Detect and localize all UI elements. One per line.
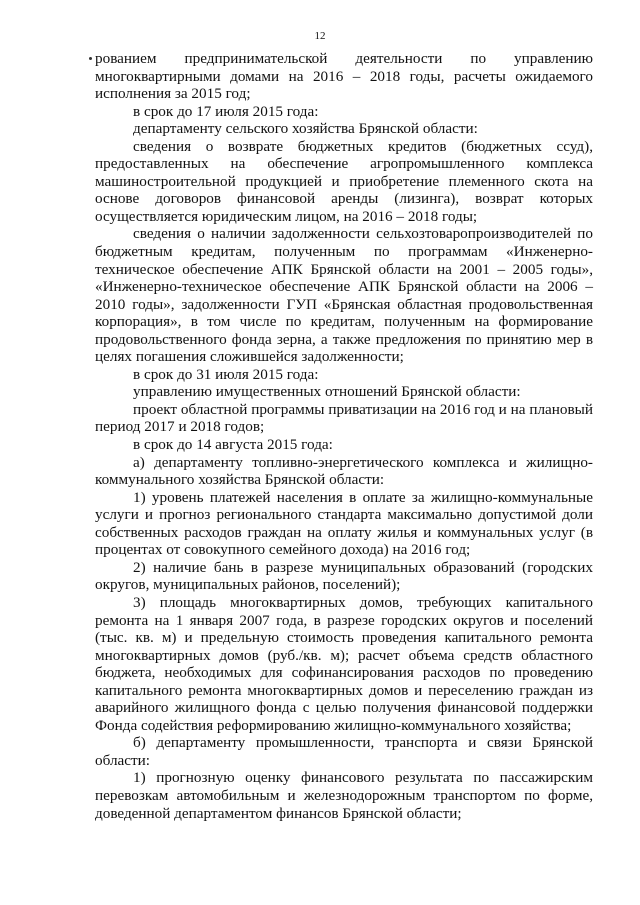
paragraph-property-relations: управлению имущественных отношений Брянской области: — [133, 383, 521, 401]
paragraph-budget-loans-return: сведения о возврате бюджетных кредитов (бюджетных ссуд), предоставленных на обеспечение агропромышленного комплекса машиностроительной продукцией и приобретение племенного скота на основе договоров финансовой аренды (лизинга), возврат которых осуществляется юридическим лицом, на 2016 – 2018 годы; — [95, 137, 593, 225]
paragraph-energy-department: а) департаменту топливно-энергетического комплекса и жилищно-коммунального хозяйства Брянской области: — [95, 453, 593, 489]
paragraph-privatization-program: проект областной программы приватизации на 2016 год и на плановый период 2017 и 2018 годов; — [95, 400, 593, 436]
document-body — [95, 50, 593, 822]
paragraph-housing-repair: 3) площадь многоквартирных домов, требующих капитального ремонта на 1 января 2007 года, в разрезе городских округов и поселений (тыс. кв. м) и предельную стоимость проведения капитального ремонта многоквартирных домов (руб./кв. м); расчет объема средств областного бюджета, необходимых для софинансирования расходов по проведению капитального ремонта многоквартирных домов и переселению граждан из аварийного жилищного фонда с целью получения финансовой поддержки Фонда содействия реформированию жилищно-коммунального хозяйства; — [95, 593, 593, 734]
paragraph-deadline-july-31: в срок до 31 июля 2015 года: — [133, 365, 319, 383]
paragraph-utility-payments: 1) уровень платежей населения в оплате за жилищно-коммунальные услуги и прогноз регионального стандарта максимально допустимой доли собственных расходов граждан на оплату жилья и коммунальных услуг (в процентах от совокупного семейного дохода) на 2016 год; — [95, 488, 593, 559]
paragraph-deadline-july-17: в срок до 17 июля 2015 года: — [133, 102, 319, 120]
margin-dot-mark — [89, 57, 92, 60]
paragraph-deadline-august-14: в срок до 14 августа 2015 года: — [133, 436, 333, 454]
page-number: 12 — [314, 30, 326, 42]
paragraph-bathhouses: 2) наличие бань в разрезе муниципальных образований (городских округов, муниципальных районов, поселений); — [95, 558, 593, 594]
paragraph-continuation: рованием предпринимательской деятельности по управлению многоквартирными домами на 2016 – 2018 годы, расчеты ожидаемого исполнения за 2015 год; — [95, 50, 593, 103]
paragraph-industry-department: б) департаменту промышленности, транспорта и связи Брянской области: — [95, 734, 593, 769]
paragraph-producers-debt: сведения о наличии задолженности сельхозтоваропроизводителей по бюджетным кредитам, полученным по программам «Инженерно-техническое обеспечение АПК Брянской области на 2001 – 2005 годы», «Инженерно-техническое обеспечение АПК Брянской области на 2006 – 2010 годы», задолженности ГУП «Брянская областная продовольственная корпорация», в том числе по кредитам, полученным на формирование продовольственного фонда зерна, а также предложения по принятию мер в целях погашения сложившейся задолженности; — [95, 225, 593, 366]
paragraph-agriculture-department: департаменту сельского хозяйства Брянской области: — [133, 120, 478, 138]
paragraph-transport-forecast: 1) прогнозную оценку финансового результата по пассажирским перевозкам автомобильным и железнодорожным транспортом по форме, доведенной департаментом финансов Брянской области; — [95, 769, 593, 822]
